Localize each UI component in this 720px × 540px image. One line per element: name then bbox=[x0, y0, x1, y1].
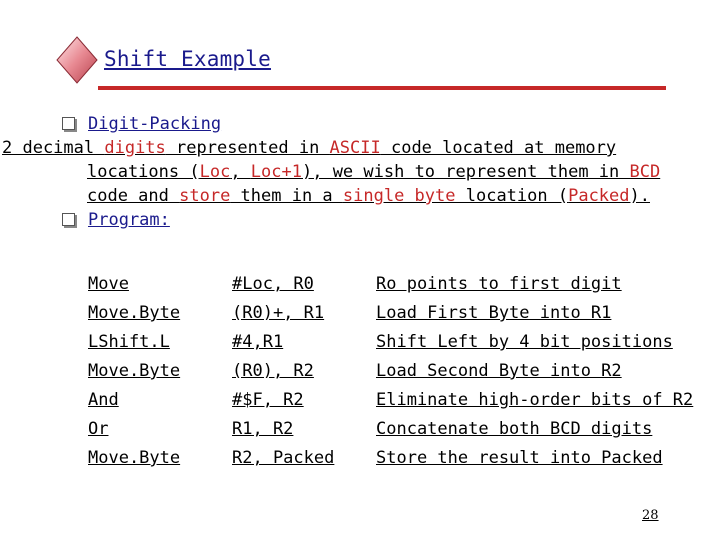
instruction-opcode: And bbox=[88, 390, 119, 410]
program-row bbox=[60, 303, 693, 332]
instruction-operands: R1, R2 bbox=[232, 419, 294, 439]
checkbox-bullet-icon bbox=[62, 213, 75, 226]
instruction-comment: Concatenate both BCD digits bbox=[376, 419, 653, 439]
text-run: code and bbox=[87, 186, 180, 206]
instruction-operands: (R0)+, R1 bbox=[232, 303, 325, 323]
instruction-comment: Load First Byte into R1 bbox=[376, 303, 612, 323]
page-number: 28 bbox=[642, 508, 659, 523]
instruction-opcode: Move.Byte bbox=[88, 361, 181, 381]
text-run: location ( bbox=[455, 186, 569, 206]
description-paragraph bbox=[2, 136, 682, 208]
instruction-opcode: Move.Byte bbox=[88, 303, 181, 323]
highlight-run: digits bbox=[104, 138, 166, 158]
highlight-run: single byte bbox=[342, 186, 456, 206]
instruction-operands: (R0), R2 bbox=[232, 361, 314, 381]
instruction-operands: #4,R1 bbox=[232, 332, 284, 352]
instruction-operands: #$F, R2 bbox=[232, 390, 304, 410]
title-divider bbox=[98, 86, 666, 90]
instruction-comment: Ro points to first digit bbox=[376, 274, 622, 294]
program-row bbox=[60, 274, 693, 303]
program-row bbox=[60, 419, 693, 448]
text-run: represented in bbox=[165, 138, 330, 158]
highlight-run: Loc bbox=[199, 162, 231, 182]
highlight-run: store bbox=[179, 186, 231, 206]
text-run: ). bbox=[629, 186, 650, 206]
instruction-opcode: Or bbox=[88, 419, 109, 439]
highlight-run: Packed bbox=[568, 186, 630, 206]
program-listing bbox=[60, 274, 693, 477]
instruction-opcode: Move.Byte bbox=[88, 448, 181, 468]
diamond-icon bbox=[55, 35, 99, 85]
slide-title: Shift Example bbox=[104, 47, 271, 71]
instruction-comment: Eliminate high-order bits of R2 bbox=[376, 390, 694, 410]
text-run: them in a bbox=[230, 186, 343, 206]
highlight-run: ASCII bbox=[329, 138, 381, 158]
instruction-comment: Load Second Byte into R2 bbox=[376, 361, 622, 381]
instruction-operands: #Loc, R0 bbox=[232, 274, 314, 294]
highlight-run: Loc+1 bbox=[250, 162, 302, 182]
instruction-comment: Shift Left by 4 bit positions bbox=[376, 332, 673, 352]
text-run: 2 decimal bbox=[2, 138, 105, 158]
text-run: , bbox=[230, 162, 251, 182]
highlight-run: BCD bbox=[629, 162, 661, 182]
bullet-digit-packing bbox=[62, 112, 682, 136]
bullet-label: Digit-Packing bbox=[88, 114, 222, 134]
bullet-label: Program: bbox=[88, 210, 170, 230]
program-row bbox=[60, 448, 693, 477]
instruction-opcode: LShift.L bbox=[88, 332, 170, 352]
text-run: ), we wish to represent them in bbox=[301, 162, 630, 182]
instruction-comment: Store the result into Packed bbox=[376, 448, 663, 468]
program-row bbox=[60, 332, 693, 361]
program-row bbox=[60, 390, 693, 419]
text-run: code located at memory locations ( bbox=[87, 138, 617, 182]
checkbox-bullet-icon bbox=[62, 117, 75, 130]
instruction-opcode: Move bbox=[88, 274, 129, 294]
slide-content bbox=[2, 112, 682, 232]
instruction-operands: R2, Packed bbox=[232, 448, 335, 468]
program-row bbox=[60, 361, 693, 390]
bullet-program bbox=[62, 208, 682, 232]
